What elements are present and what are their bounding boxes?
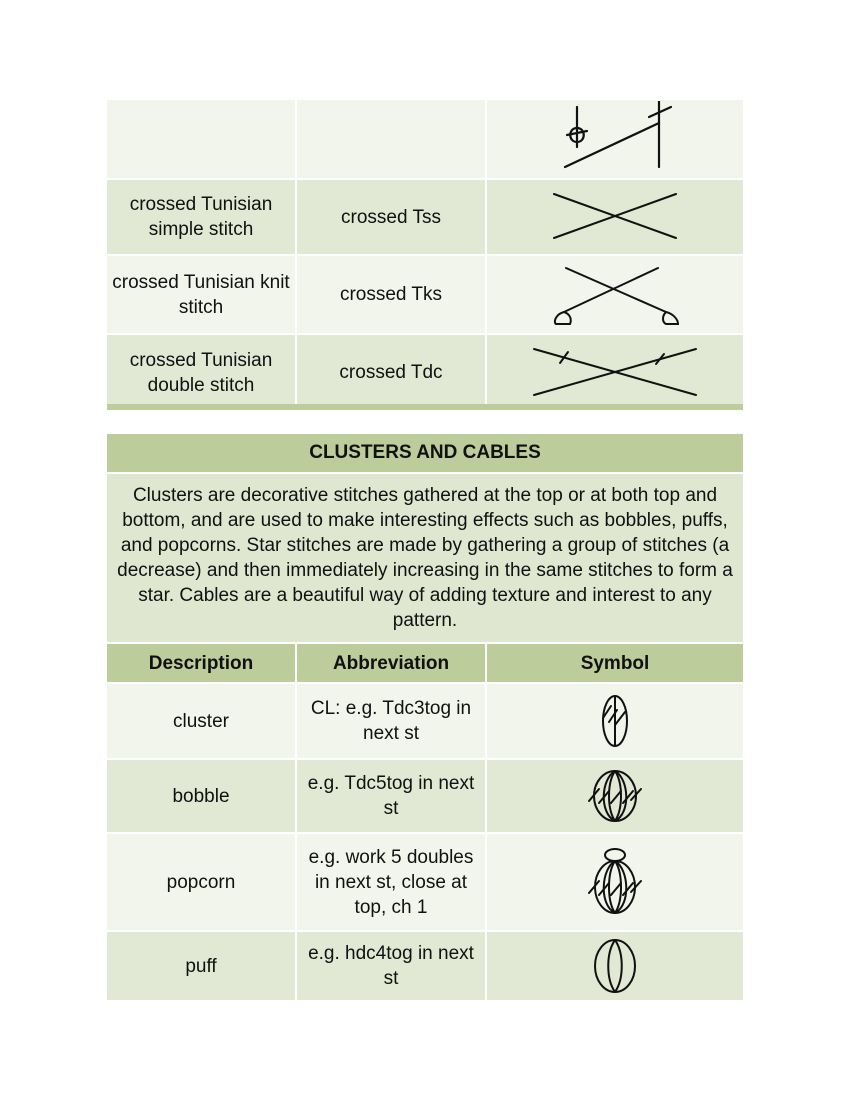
table-row (107, 100, 743, 178)
abbreviation-cell: crossed Tss (297, 180, 487, 254)
table-bottom-border (107, 404, 743, 410)
symbol-cell (487, 834, 743, 930)
puff-symbol (590, 937, 640, 995)
abbreviation-cell: e.g. work 5 doubles in next st, close at top, ch 1 (297, 834, 487, 930)
column-header-symbol: Symbol (487, 644, 743, 682)
tunisian-stitch-table (107, 100, 743, 410)
section-title: CLUSTERS AND CABLES (107, 434, 743, 474)
table-row (107, 758, 743, 832)
symbol-cell (487, 684, 743, 758)
cluster-symbol (595, 692, 635, 750)
symbol-cell (487, 256, 743, 333)
symbol-cell (487, 180, 743, 254)
abbreviation-cell: CL: e.g. Tdc3tog in next st (297, 684, 487, 758)
section-description: Clusters are decorative stitches gathered at the top or at both top and bottom, and are used to make interesting effects such as bobbles, puffs, and popcorns. Star stitches are made by gathering a group of stitches (a decrease) and then immediately increasing in the same stitches to form a star. Cables are a beautiful way of adding texture and interest to any pattern. (107, 474, 743, 644)
abbreviation-cell: crossed Tdc (297, 335, 487, 410)
description-cell: popcorn (107, 834, 297, 930)
column-header-description: Description (107, 644, 297, 682)
clusters-table (107, 434, 743, 1000)
description-cell: crossed Tunisian double stitch (107, 335, 297, 410)
table-row (107, 178, 743, 254)
symbol-cell (487, 335, 743, 410)
popcorn-symbol (585, 847, 645, 917)
tunisian-stitch-symbol (555, 101, 675, 177)
abbreviation-cell: crossed Tks (297, 256, 487, 333)
table-row (107, 333, 743, 410)
bobble-symbol (585, 767, 645, 825)
table-row (107, 254, 743, 333)
description-cell (107, 100, 297, 178)
abbreviation-cell: e.g. hdc4tog in next st (297, 932, 487, 1000)
table-header-row (107, 644, 743, 684)
abbreviation-cell (297, 100, 487, 178)
abbreviation-cell: e.g. Tdc5tog in next st (297, 760, 487, 832)
crossed-tdc-symbol (530, 345, 700, 401)
table-row (107, 930, 743, 1000)
table-row (107, 832, 743, 930)
description-cell: crossed Tunisian knit stitch (107, 256, 297, 333)
crossed-tss-symbol (550, 192, 680, 242)
description-cell: bobble (107, 760, 297, 832)
symbol-cell (487, 932, 743, 1000)
column-header-abbreviation: Abbreviation (297, 644, 487, 682)
description-cell: cluster (107, 684, 297, 758)
description-cell: puff (107, 932, 297, 1000)
symbol-cell (487, 760, 743, 832)
symbol-cell (487, 100, 743, 178)
table-row (107, 684, 743, 758)
description-cell: crossed Tunisian simple stitch (107, 180, 297, 254)
crossed-tks-symbol (550, 264, 680, 326)
